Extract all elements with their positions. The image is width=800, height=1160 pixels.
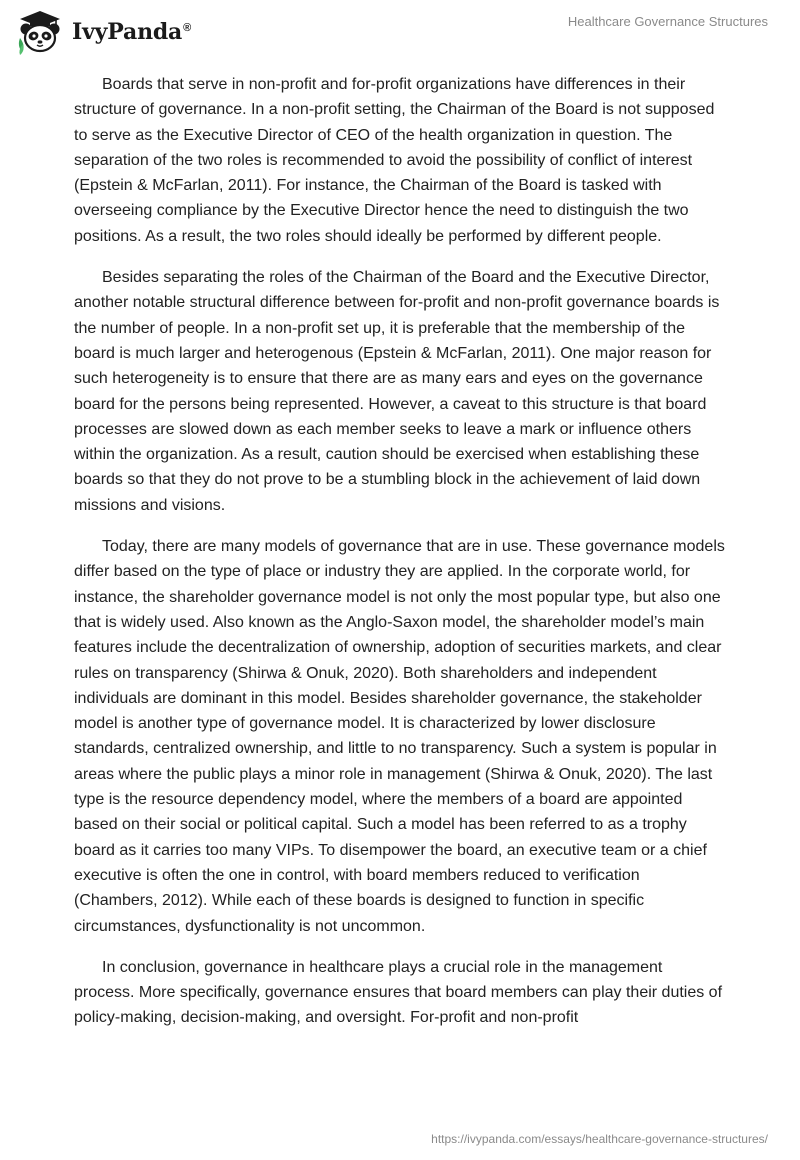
source-url[interactable]: https://ivypanda.com/essays/healthcare-governance-structures/ — [431, 1132, 768, 1146]
paragraph: In conclusion, governance in healthcare plays a crucial role in the management process. More specifically, governance ensures that board members can play their duties of policy-making, decision-making, and oversight. For-profit and non-profit — [74, 958, 723, 1027]
logo-name: IvyPanda — [72, 19, 183, 45]
logo-wordmark — [72, 19, 191, 45]
paragraph: Besides separating the roles of the Chairman of the Board and the Executive Director, another notable structural difference between for-profit and non-profit governance boards is the number of people. In a non-profit set up, it is preferable that the membership of the board is much larger and heterogenous (Epstein & McFarlan, 2011). One major reason for such heterogeneity is to ensure that there are as many ears and eyes on the governance board for the persons being represented. However, a caveat to this structure is that board processes are slowed down as each member seeks to leave a mark or influence others within the organization. As a result, caution should be exercised when establishing these boards so that they do not prove to be a stumbling block in the achievement of laid down missions and visions. — [74, 269, 720, 514]
panda-graduate-icon — [16, 8, 64, 56]
logo-registered-mark: ® — [183, 21, 192, 34]
page-header — [0, 0, 800, 64]
document-title: Healthcare Governance Structures — [567, 14, 768, 29]
paragraph: Boards that serve in non-profit and for-profit organizations have differences in their structure of governance. In a non-profit setting, the Chairman of the Board is not supposed to serve as the Executive Director of CEO of the health organization in question. The separation of the two roles is recommended to avoid the possibility of conflict of interest (Epstein & McFarlan, 2011). For instance, the Chairman of the Board is tasked with overseeing compliance by the Executive Director hence the need to distinguish the two positions. As a result, the two roles should ideally be performed by different people. — [74, 76, 715, 245]
ivypanda-logo[interactable] — [16, 8, 191, 56]
essay-body — [74, 72, 726, 1047]
paragraph: Today, there are many models of governance that are in use. These governance models differ based on the type of place or industry they are applied. In the corporate world, for instance, the shareholder governance model is not only the most popular type, but also one that is widely used. Also known as the Anglo-Saxon model, the shareholder model’s main features include the decentralization of ownership, adoption of securities markets, and clear rules on transparency (Shirwa & Onuk, 2020). Both shareholders and independent individuals are dominant in this model. Besides shareholder governance, the stakeholder model is another type of governance model. It is characterized by lower disclosure standards, centralized ownership, and little to no transparency. Such a system is popular in areas where the public plays a minor role in management (Shirwa & Onuk, 2020). The last type is the resource dependency model, where the members of a board are appointed based on their social or political capital. Such a model has been referred to as a trophy board as it carries too many VIPs. To disempower the board, an executive team or a chief executive is often the one in control, with board members reduced to verification (Chambers, 2012). While each of these boards is designed to function in specific circumstances, dysfunctionality is not uncommon. — [74, 538, 725, 935]
